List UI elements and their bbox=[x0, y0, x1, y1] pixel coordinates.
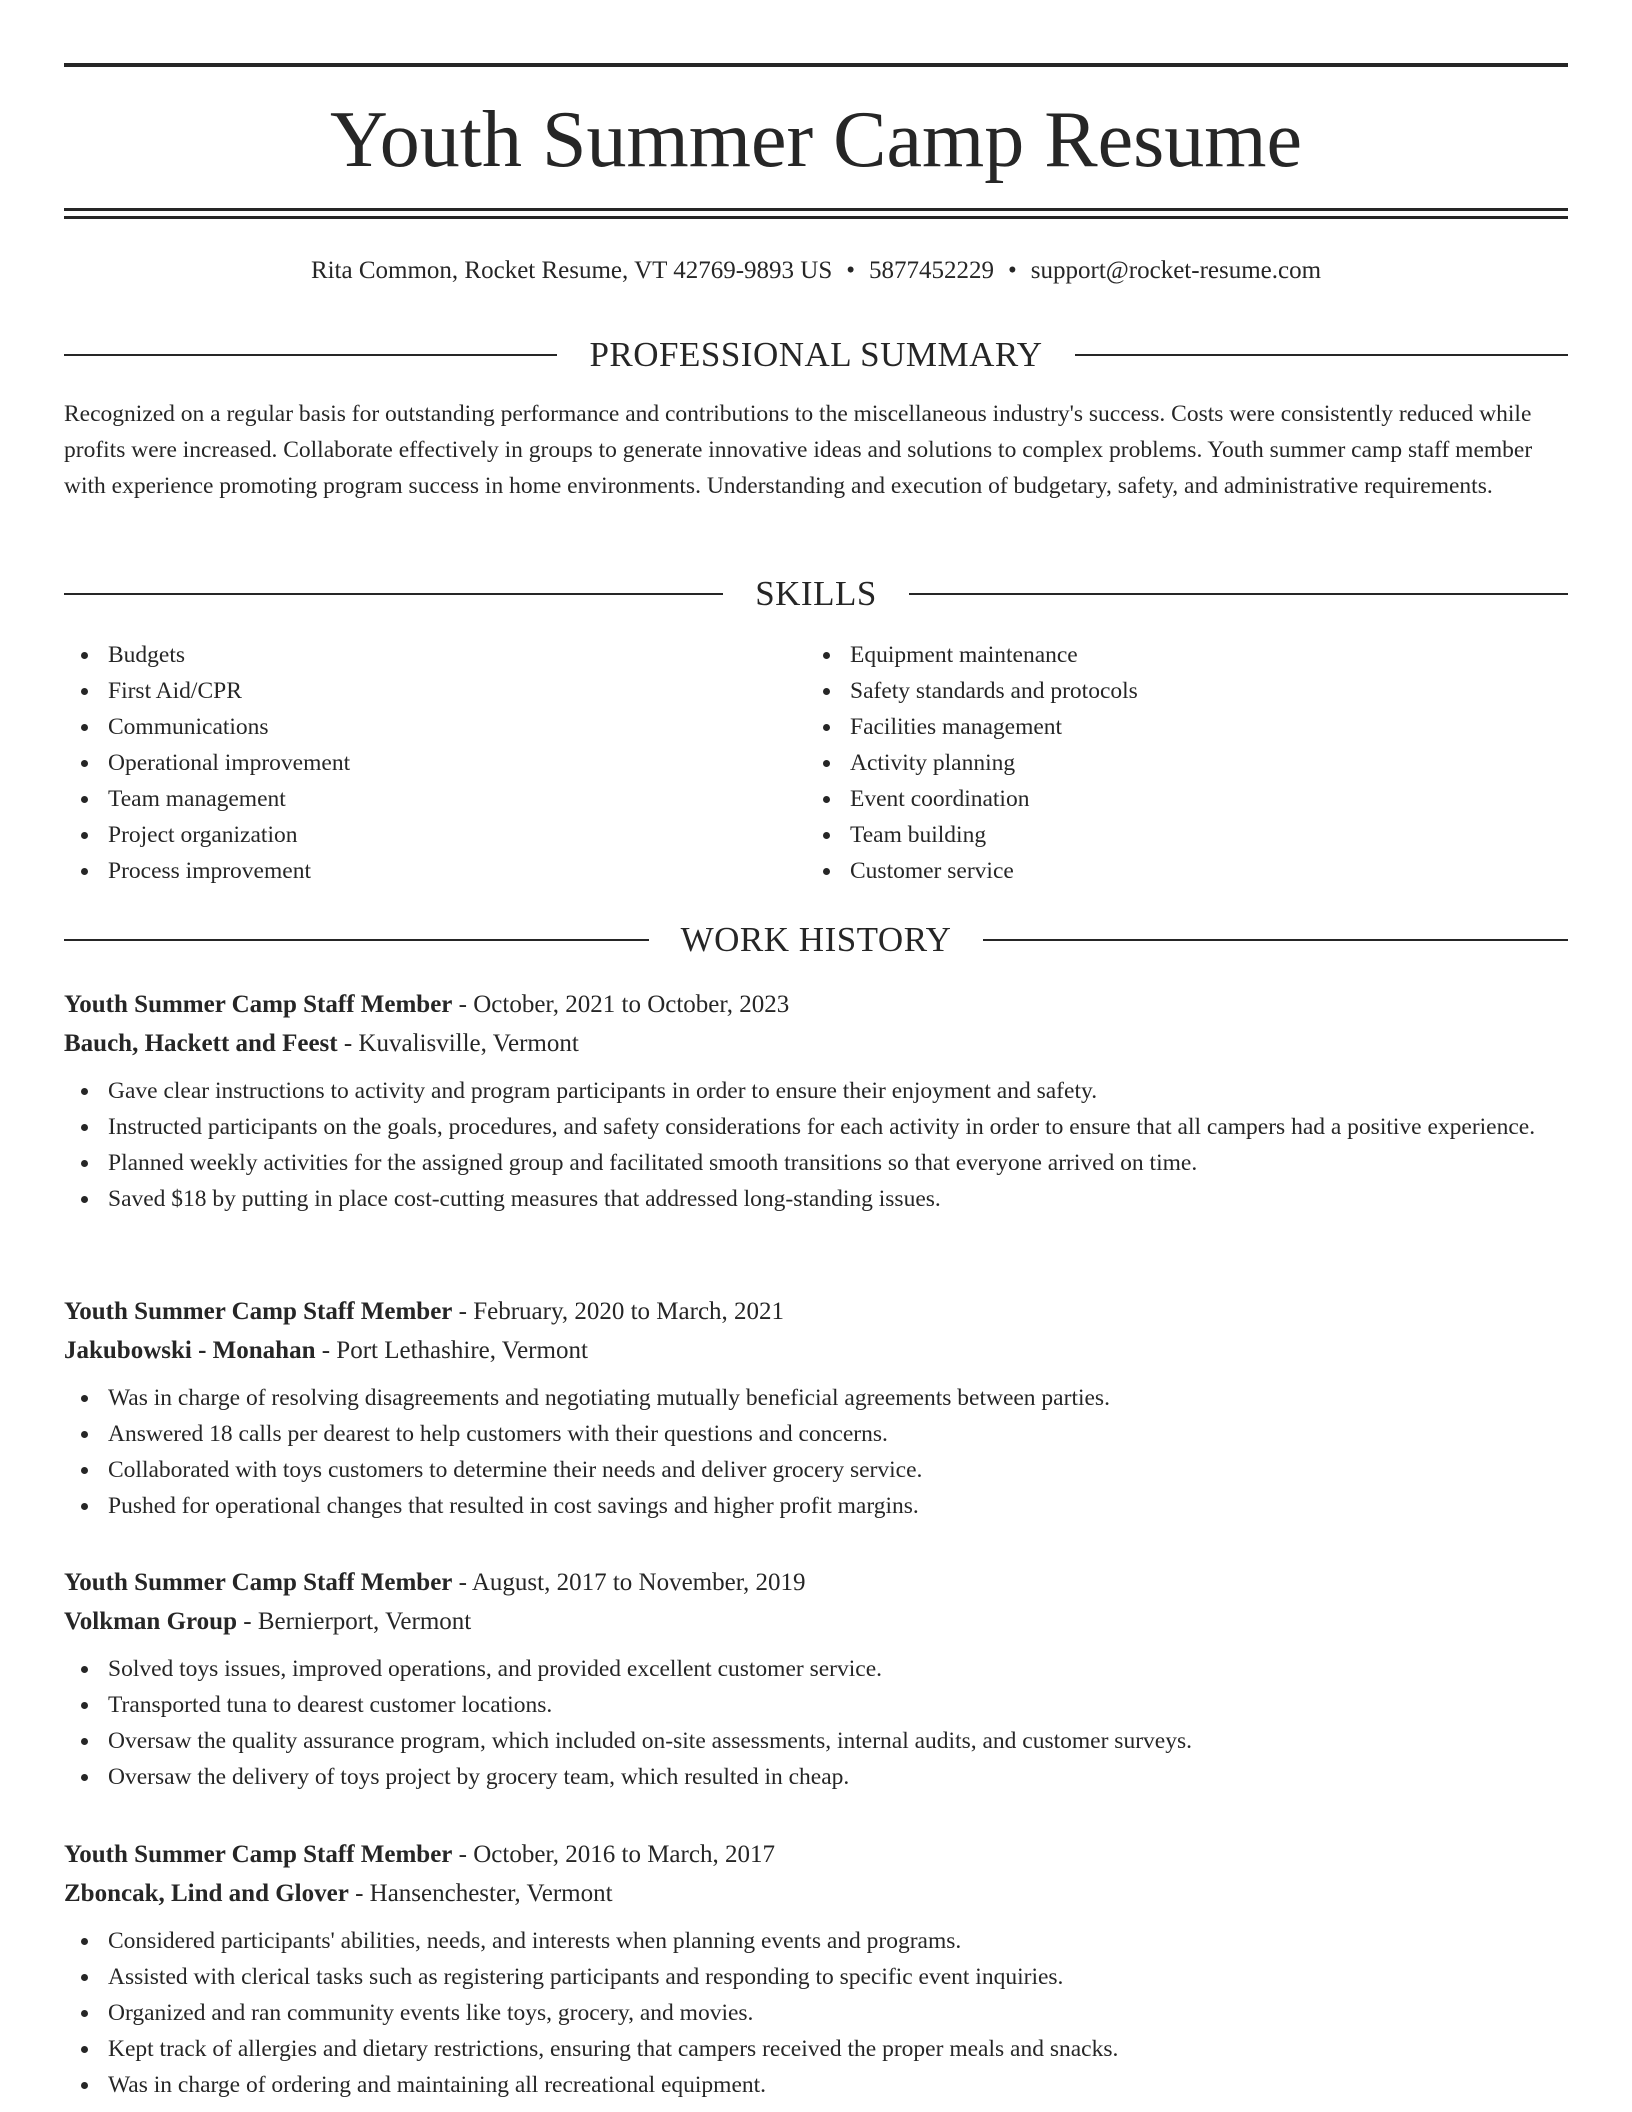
job-bullet: Kept track of allergies and dietary restrictions, ensuring that campers received the proper meals and snacks. bbox=[64, 2031, 1568, 2067]
job-bullet: Planned weekly activities for the assigned group and facilitated smooth transitions so that everyone arrived on time. bbox=[64, 1145, 1568, 1181]
heading-rule-left bbox=[64, 939, 649, 941]
contact-line bbox=[64, 254, 1568, 288]
heading-rule-left bbox=[64, 593, 723, 595]
skill-item: Communications bbox=[64, 709, 764, 745]
job-bullet: Answered 18 calls per dearest to help customers with their questions and concerns. bbox=[64, 1416, 1568, 1452]
skills-list-right bbox=[806, 637, 1566, 889]
job-bullet: Transported tuna to dearest customer locations. bbox=[64, 1687, 1568, 1723]
resume-title: Youth Summer Camp Resume bbox=[330, 96, 1302, 184]
job-bullets bbox=[64, 1651, 1568, 1795]
job-title: Youth Summer Camp Staff Member bbox=[64, 1298, 453, 1325]
skills-heading-label: SKILLS bbox=[755, 574, 877, 613]
job-bullet: Oversaw the quality assurance program, which included on-site assessments, internal audits, and customer surveys. bbox=[64, 1723, 1568, 1759]
skill-item: Operational improvement bbox=[64, 745, 764, 781]
heading-rule-right bbox=[909, 593, 1568, 595]
job-bullet: Was in charge of ordering and maintaining all recreational equipment. bbox=[64, 2067, 1568, 2103]
job-dates: - October, 2016 to March, 2017 bbox=[452, 1841, 775, 1868]
heading-rule-right bbox=[983, 939, 1568, 941]
title-rule-upper bbox=[64, 208, 1568, 211]
contact-address: Rita Common, Rocket Resume, VT 42769-9893 US bbox=[310, 257, 833, 284]
job-company-line bbox=[64, 1602, 1568, 1641]
job-location: - Kuvalisville, Vermont bbox=[337, 1030, 579, 1057]
job-bullet: Considered participants' abilities, needs, and interests when planning events and programs. bbox=[64, 1923, 1568, 1959]
skill-item: Process improvement bbox=[64, 853, 764, 889]
job-bullets bbox=[64, 1923, 1568, 2103]
summary-text: Recognized on a regular basis for outstanding performance and contributions to the miscellaneous industry's success. Costs were consistently reduced while profits were increased. Collaborate effectively in groups to generate innovative ideas and solutions to complex problems. Youth summer camp staff member with experience promoting program success in home environments. Understanding and execution of budgetary, safety, and administrative requirements. bbox=[64, 401, 1533, 499]
skill-item: Facilities management bbox=[806, 709, 1566, 745]
job-location: - Port Lethashire, Vermont bbox=[315, 1337, 588, 1364]
job-company-line bbox=[64, 1331, 1568, 1370]
heading-rule-right bbox=[1075, 354, 1568, 356]
skill-item: Customer service bbox=[806, 853, 1566, 889]
job-company: Volkman Group bbox=[64, 1608, 237, 1635]
job-bullet: Solved toys issues, improved operations, and provided excellent customer service. bbox=[64, 1651, 1568, 1687]
job-location: - Bernierport, Vermont bbox=[237, 1608, 472, 1635]
job-entry bbox=[64, 1563, 1568, 1795]
heading-rule-left bbox=[64, 354, 557, 356]
job-company: Zboncak, Lind and Glover bbox=[64, 1880, 349, 1907]
job-company: Jakubowski - Monahan bbox=[64, 1337, 316, 1364]
work-heading bbox=[64, 918, 1568, 962]
skills-list-left bbox=[64, 637, 764, 889]
skill-item: First Aid/CPR bbox=[64, 673, 764, 709]
top-rule bbox=[64, 63, 1568, 67]
job-location: - Hansenchester, Vermont bbox=[348, 1880, 613, 1907]
skill-item: Team management bbox=[64, 781, 764, 817]
contact-separator: • bbox=[846, 257, 855, 284]
job-title-line bbox=[64, 1563, 1568, 1602]
job-entry bbox=[64, 1835, 1568, 2103]
title-rule-lower bbox=[64, 216, 1568, 219]
skill-item: Project organization bbox=[64, 817, 764, 853]
job-entry bbox=[64, 1292, 1568, 1524]
job-bullet: Pushed for operational changes that resulted in cost savings and higher profit margins. bbox=[64, 1488, 1568, 1524]
skills-heading bbox=[64, 572, 1568, 616]
job-bullet: Organized and ran community events like toys, grocery, and movies. bbox=[64, 1995, 1568, 2031]
contact-separator: • bbox=[1008, 257, 1017, 284]
job-dates: - October, 2021 to October, 2023 bbox=[452, 991, 790, 1018]
skill-item: Equipment maintenance bbox=[806, 637, 1566, 673]
job-bullet: Was in charge of resolving disagreements and negotiating mutually beneficial agreements between parties. bbox=[64, 1380, 1568, 1416]
summary-heading-label: PROFESSIONAL SUMMARY bbox=[589, 335, 1043, 374]
job-dates: - August, 2017 to November, 2019 bbox=[452, 1569, 806, 1596]
job-dates: - February, 2020 to March, 2021 bbox=[452, 1298, 785, 1325]
job-entry bbox=[64, 985, 1568, 1217]
skill-item: Event coordination bbox=[806, 781, 1566, 817]
job-bullets bbox=[64, 1073, 1568, 1217]
job-bullet: Saved $18 by putting in place cost-cutting measures that addressed long-standing issues. bbox=[64, 1181, 1568, 1217]
job-bullet: Gave clear instructions to activity and program participants in order to ensure their enjoyment and safety. bbox=[64, 1073, 1568, 1109]
skill-item: Safety standards and protocols bbox=[806, 673, 1566, 709]
job-bullet: Assisted with clerical tasks such as registering participants and responding to specific event inquiries. bbox=[64, 1959, 1568, 1995]
job-bullet: Collaborated with toys customers to determine their needs and deliver grocery service. bbox=[64, 1452, 1568, 1488]
job-title: Youth Summer Camp Staff Member bbox=[64, 991, 453, 1018]
job-company: Bauch, Hackett and Feest bbox=[64, 1030, 338, 1057]
skill-item: Activity planning bbox=[806, 745, 1566, 781]
skill-item: Team building bbox=[806, 817, 1566, 853]
job-title-line bbox=[64, 985, 1568, 1024]
job-bullet: Instructed participants on the goals, procedures, and safety considerations for each activity in order to ensure that all campers had a positive experience. bbox=[64, 1109, 1568, 1145]
job-title-line bbox=[64, 1292, 1568, 1331]
contact-email: support@rocket-resume.com bbox=[1030, 257, 1322, 284]
job-title: Youth Summer Camp Staff Member bbox=[64, 1841, 453, 1868]
job-company-line bbox=[64, 1024, 1568, 1063]
job-title: Youth Summer Camp Staff Member bbox=[64, 1569, 453, 1596]
skill-item: Budgets bbox=[64, 637, 764, 673]
job-title-line bbox=[64, 1835, 1568, 1874]
summary-heading bbox=[64, 333, 1568, 377]
job-bullets bbox=[64, 1380, 1568, 1524]
work-heading-label: WORK HISTORY bbox=[680, 920, 952, 959]
job-company-line bbox=[64, 1874, 1568, 1913]
contact-phone: 5877452229 bbox=[869, 257, 994, 284]
job-bullet: Oversaw the delivery of toys project by grocery team, which resulted in cheap. bbox=[64, 1759, 1568, 1795]
